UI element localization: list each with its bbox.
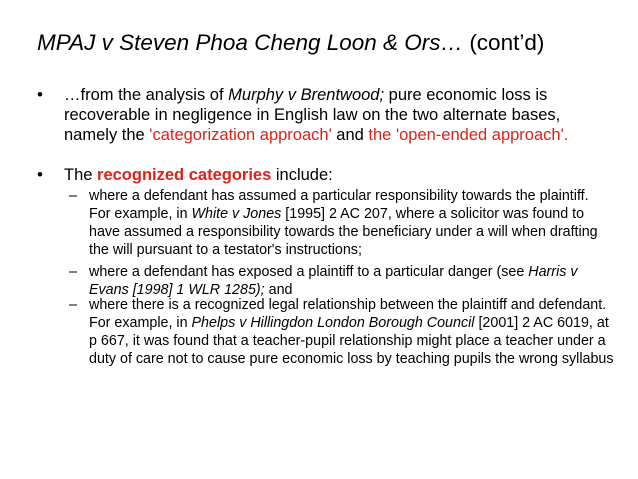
highlight-recognized-categories: recognized categories bbox=[97, 166, 272, 184]
sub-bullet-part: where a defendant has assumed a particular responsibility towards the plaintiff. For example, in bbox=[89, 188, 589, 222]
sub-bullet-text bbox=[89, 263, 614, 299]
title-suffix: (cont’d) bbox=[463, 30, 545, 55]
bullet-prefix: The bbox=[64, 166, 98, 184]
bullet-and: and bbox=[331, 126, 369, 144]
sub-bullet-text bbox=[89, 296, 614, 368]
case-citation: White v Jones bbox=[191, 206, 282, 222]
title-case-name: MPAJ v Steven Phoa Cheng Loon & Ors… bbox=[37, 30, 464, 55]
bullet-marker: • bbox=[37, 165, 43, 184]
highlight-categorization-approach: 'categorization approach' bbox=[149, 126, 332, 144]
case-citation: Phelps v Hillingdon London Borough Council bbox=[191, 315, 475, 331]
bullet-prefix: …from the analysis of bbox=[64, 86, 229, 104]
bullet-middle: pure economic loss is recoverable in negligence in English law on the two alternate bases, namely the bbox=[64, 86, 561, 144]
sub-bullet-part: where a defendant has exposed a plaintiff to a particular danger (see bbox=[89, 264, 529, 280]
sub-bullet-part: [1995] 2 AC 207, where a solicitor was found to have assumed a responsibility towards the beneficiary under a will when drafting the will pursuant to a testator's instructions; bbox=[89, 206, 598, 258]
bullet-analysis bbox=[37, 85, 617, 145]
sub-bullet-marker: – bbox=[69, 264, 78, 280]
case-citation: Murphy v Brentwood; bbox=[228, 86, 385, 104]
sub-bullet-marker: – bbox=[69, 297, 78, 313]
bullet-marker: • bbox=[37, 85, 43, 104]
sub-bullet-particular-danger bbox=[69, 263, 609, 299]
sub-bullet-assumed-responsibility bbox=[69, 187, 609, 259]
sub-bullet-part: and bbox=[264, 282, 293, 298]
sub-bullet-text bbox=[89, 187, 614, 259]
sub-bullet-legal-relationship bbox=[69, 296, 614, 386]
sub-bullet-part: [2001] 2 AC 6019, at p 667, it was found that a teacher-pupil relationship might place a teacher under a duty of care not to cause pure economic loss by teaching pupils the wrong syllabus bbox=[89, 315, 614, 367]
highlight-open-ended-approach: the 'open-ended approach'. bbox=[368, 126, 569, 144]
sub-bullet-marker: – bbox=[69, 188, 78, 204]
bullet-text bbox=[64, 85, 616, 145]
bullet-suffix: include: bbox=[271, 166, 333, 184]
slide-title bbox=[37, 28, 627, 58]
bullet-recognized-categories bbox=[37, 165, 617, 185]
sub-bullet-part: where there is a recognized legal relationship between the plaintiff and defendant. For example, in bbox=[89, 297, 607, 331]
bullet-text bbox=[64, 165, 616, 185]
case-citation: Harris v Evans [1998] 1 WLR 1285); bbox=[89, 264, 578, 298]
